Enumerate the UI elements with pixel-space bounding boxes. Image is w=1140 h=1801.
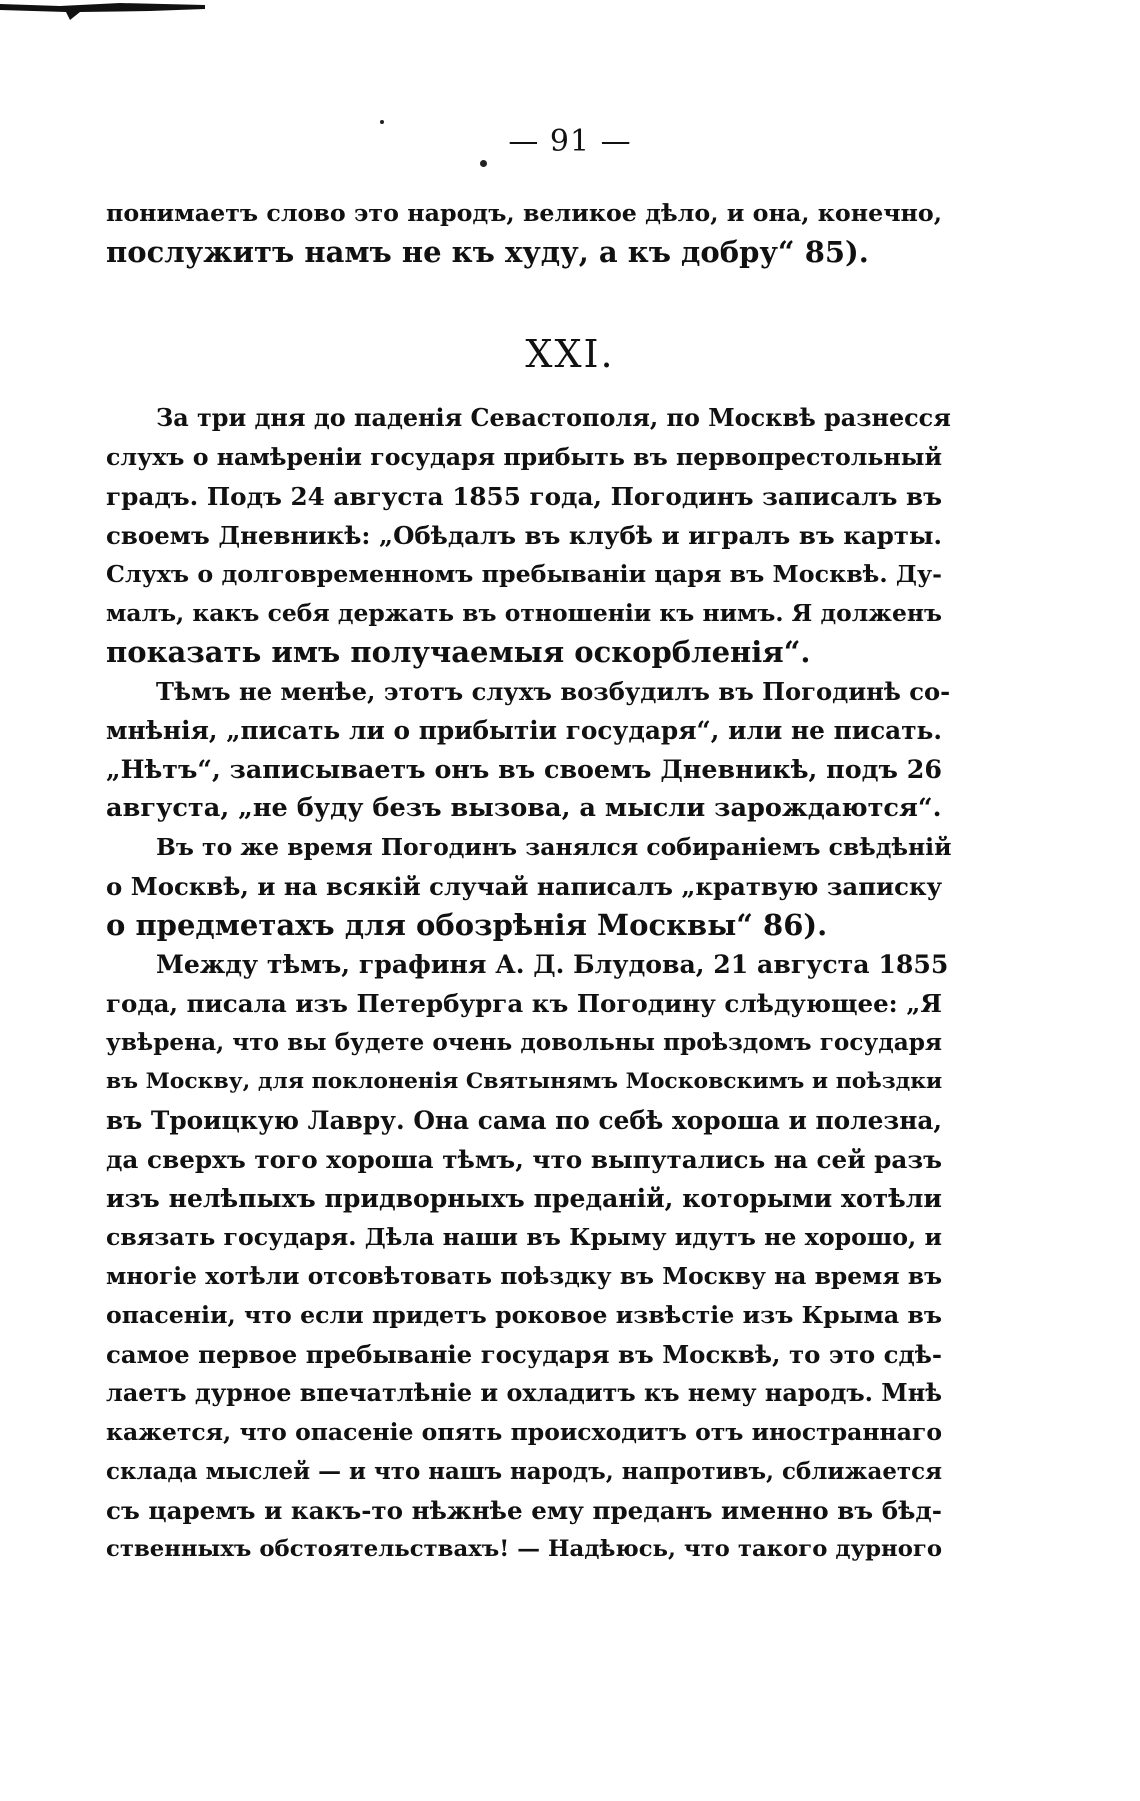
- section-heading: XXI.: [525, 332, 615, 376]
- text-line: да сверхъ того хороша тѣмъ, что выпутались на сей разъ: [106, 1145, 942, 1174]
- paragraph-4: [106, 945, 949, 1569]
- text-line: въ Троицкую Лавру. Она сама по себѣ хороша и полезна,: [106, 1106, 942, 1135]
- text-line: Слухъ о долговременномъ пребываніи царя въ Москвѣ. Ду-: [106, 560, 942, 588]
- text-line: съ царемъ и какъ-то нѣжнѣе ему преданъ именно въ бѣд-: [106, 1496, 942, 1525]
- text-line: Тѣмъ не менѣе, этотъ слухъ возбудилъ въ Погодинѣ со-: [156, 677, 951, 706]
- text-line: Между тѣмъ, графиня А. Д. Блудова, 21 августа 1855: [156, 949, 949, 979]
- paragraph-1: [106, 399, 951, 672]
- text-line: градъ. Подъ 24 августа 1855 года, Погодинъ записалъ въ: [106, 482, 943, 511]
- text-line: За три дня до паденія Севастополя, по Москвѣ разнесся: [156, 404, 951, 432]
- page-number: — 91 —: [508, 124, 632, 159]
- text-line: въ Москву, для поклоненія Святынямъ Московскимъ и поѣздки: [106, 1068, 943, 1094]
- paragraph-3: [106, 828, 952, 945]
- text-line: Въ то же время Погодинъ занялся собираніемъ свѣдѣній: [156, 833, 952, 861]
- text-line: увѣрена, что вы будете очень довольны проѣздомъ государя: [106, 1029, 942, 1056]
- text-line: показать имъ получаемыя оскорбленія“.: [106, 635, 811, 669]
- text-line: опасеніи, что если придетъ роковое извѣстіе изъ Крыма въ: [106, 1301, 942, 1329]
- text-line: „Нѣтъ“, записываетъ онъ въ своемъ Дневникѣ, подъ 26: [106, 754, 942, 784]
- text-line: послужитъ намъ не къ худу, а къ добру“ 85).: [106, 235, 869, 269]
- text-line: о Москвѣ, и на всякій случай написалъ „кратвую записку: [106, 872, 943, 901]
- speck: [480, 160, 487, 167]
- text-line: своемъ Дневникѣ: „Обѣдалъ въ клубѣ и игралъ въ карты.: [106, 521, 942, 550]
- text-line: склада мыслей — и что нашъ народъ, напротивъ, сближается: [106, 1458, 942, 1485]
- scan-edge-mark: [0, 0, 210, 22]
- continued-text: [106, 194, 942, 272]
- text-line: связать государя. Дѣла наши въ Крыму идутъ не хорошо, и: [106, 1223, 942, 1251]
- text-line: года, писала изъ Петербурга къ Погодину слѣдующее: „Я: [106, 989, 942, 1018]
- text-line: малъ, какъ себя держать въ отношеніи къ нимъ. Я долженъ: [106, 599, 942, 627]
- text-line: слухъ о намѣреніи государя прибыть въ первопрестольный: [106, 443, 942, 471]
- paragraph-2: [106, 672, 951, 828]
- text-line: ственныхъ обстоятельствахъ! — Надѣюсь, что такого дурного: [106, 1536, 942, 1562]
- text-line: изъ нелѣпыхъ придворныхъ преданій, которыми хотѣли: [106, 1183, 942, 1213]
- text-line: лаетъ дурное впечатлѣніе и охладитъ къ нему народъ. Мнѣ: [106, 1379, 942, 1407]
- text-line: о предметахъ для обозрѣнія Москвы“ 86).: [106, 908, 828, 942]
- text-line: многіе хотѣли отсовѣтовать поѣздку въ Москву на время въ: [106, 1262, 942, 1290]
- text-line: самое первое пребываніе государя въ Москвѣ, то это сдѣ-: [106, 1340, 942, 1369]
- text-line: кажется, что опасеніе опять происходитъ отъ иностраннаго: [106, 1418, 942, 1446]
- text-line: мнѣнія, „писать ли о прибытіи государя“, или не писать.: [106, 716, 942, 745]
- text-line: августа, „не буду безъ вызова, а мысли зарождаются“.: [106, 793, 942, 823]
- text-line: понимаетъ слово это народъ, великое дѣло, и она, конечно,: [106, 199, 942, 227]
